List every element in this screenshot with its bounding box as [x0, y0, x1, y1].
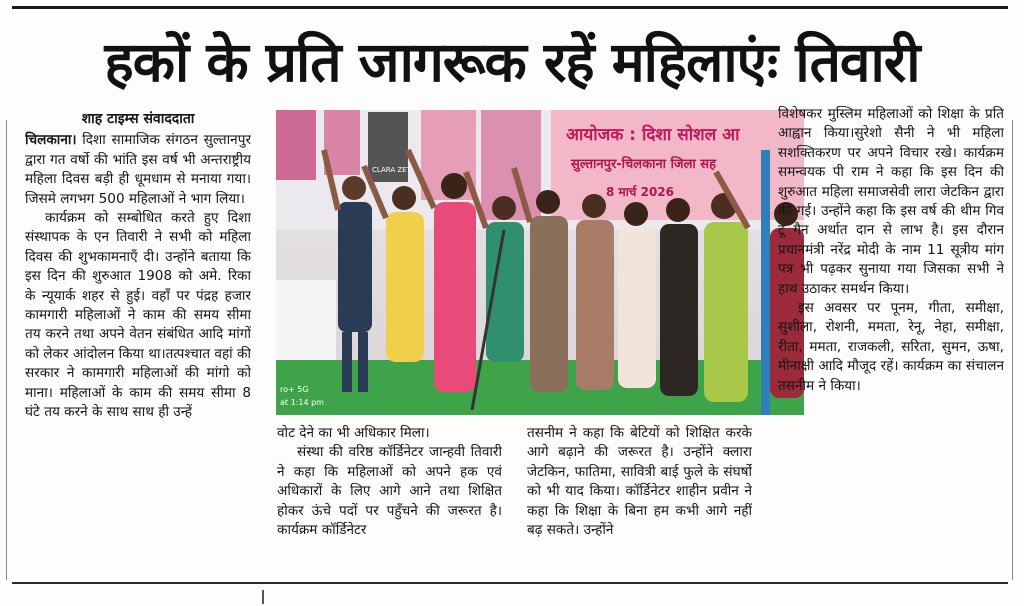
banner-date: 8 मार्च 2026	[606, 185, 675, 199]
paragraph: कार्यक्रम को सम्बोधित करते हुए दिशा संस्थापक के एन तिवारी ने सभी को महिला दिवस की शुभकामनाएँ दी। उन्होंने बताया कि इस दिन की शुरुआत 1908 को अमे. रिका के न्यूयार्क शहर से हुई। वहाँ पर पंद्रह हजार कामगारी महिलाओं ने काम की समय सीमा तय करने तथा अपने वेतन संबंधित आदि मांगों को लेकर आंदोलन किया था।तत्पश्चात वहां की सरकार ने कामगारी महिलाओं की मांगो को माना। महिलाओं के काम की समय सीमा 8 घंटे तय करने के साथ साथ ही उन्हें	[25, 210, 251, 421]
banner-text: आयोजक : दिशा सोशल आ	[566, 125, 740, 145]
page-edge-right	[1012, 120, 1013, 580]
article-column-1	[25, 110, 251, 580]
banner-subtext: सुल्तानपुर-चिलकाना जिला सह	[571, 157, 716, 172]
camera-time: at 1:14 pm	[280, 398, 324, 407]
poster-text: CLARA ZET	[372, 166, 411, 174]
article-column-3	[527, 424, 752, 580]
bottom-rule	[12, 582, 1008, 584]
paragraph: इस अवसर पर पूनम, गीता, समीक्षा, सुशीला, रोशनी, ममता, रेनू, नेहा, समीक्षा, रीता, ममता, राजकली, सरिता, सुमन, ऊषा, मीनाक्षी आदि मौजूद रहें। कार्यक्रम का संचालन तसनीम ने किया।	[778, 300, 1004, 394]
paragraph: संस्था की वरिष्ठ कॉर्डिनेटर जान्हवी तिवारी ने कहा कि महिलाओं को अपने हक एवं अधिकारों के लिए आगे आने तथा शिक्षित होकर ऊंचे पदों पर पहुँचने की जरूरत है। कार्यक्रम कॉर्डिनेटर	[277, 444, 502, 539]
camera-stamp: ro+ 5G	[280, 385, 309, 394]
fold-mark	[262, 590, 264, 604]
headline: हकों के प्रति जागरूक रहें महिलाएंः तिवारी	[104, 30, 920, 94]
paragraph: वोट देने का भी अधिकार मिला।	[277, 425, 430, 441]
article-column-4	[778, 105, 1004, 580]
lead-paragraph-text: दिशा सामाजिक संगठन सुल्तानपुर द्वारा गत वर्षो की भांति इस वर्ष भी अन्तराष्ट्रीय महिला दिवस बड़ी ही धूमधाम से मनाया गया। जिसमे लगभग 500 महिलाओं ने भाग लिया।	[25, 132, 251, 207]
byline: शाह टाइम्स संवाददाता	[81, 111, 195, 127]
lead-paragraph	[25, 131, 251, 209]
paragraph: तसनीम ने कहा कि बेटियों को शिक्षित करके आगे बढ़ाने की जरूरत है। उन्होंने क्लारा जेटकिन, फातिमा, सावित्री बाई फुले के संघर्षो को भी याद किया। कॉर्डिनेटर शाहीन प्रवीन ने कहा कि शिक्षा के बिना हम कभी आगे नहीं बढ़ सकते। उन्होंने	[527, 425, 752, 539]
news-photo	[276, 110, 804, 415]
paragraph: विशेषकर मुस्लिम महिलाओं को शिक्षा के प्रति आह्वान किया।सुरेशो सैनी ने भी महिला सशक्तिकरण पर अपने विचार रखे। कार्यक्रम समन्वयक पी राम ने कहा कि इस दिन की शुरुआत महिला समाजसेवी लारा जेटकिन द्वारा की गई। उन्होंने कहा कि इस वर्ष की थीम गिव टू गैन अर्थात दान से लाभ है। इस दौरान प्रधानमंत्री नरेंद्र मोदी के नाम 11 सूत्रीय मांग पत्र भी पढ़कर सुनाया गया जिसका सभी ने हाथ उठाकर समर्थन किया।	[778, 106, 1004, 297]
page-edge-left	[6, 120, 7, 580]
article-column-2	[277, 424, 502, 580]
dateline: चिलकाना।	[25, 132, 77, 149]
